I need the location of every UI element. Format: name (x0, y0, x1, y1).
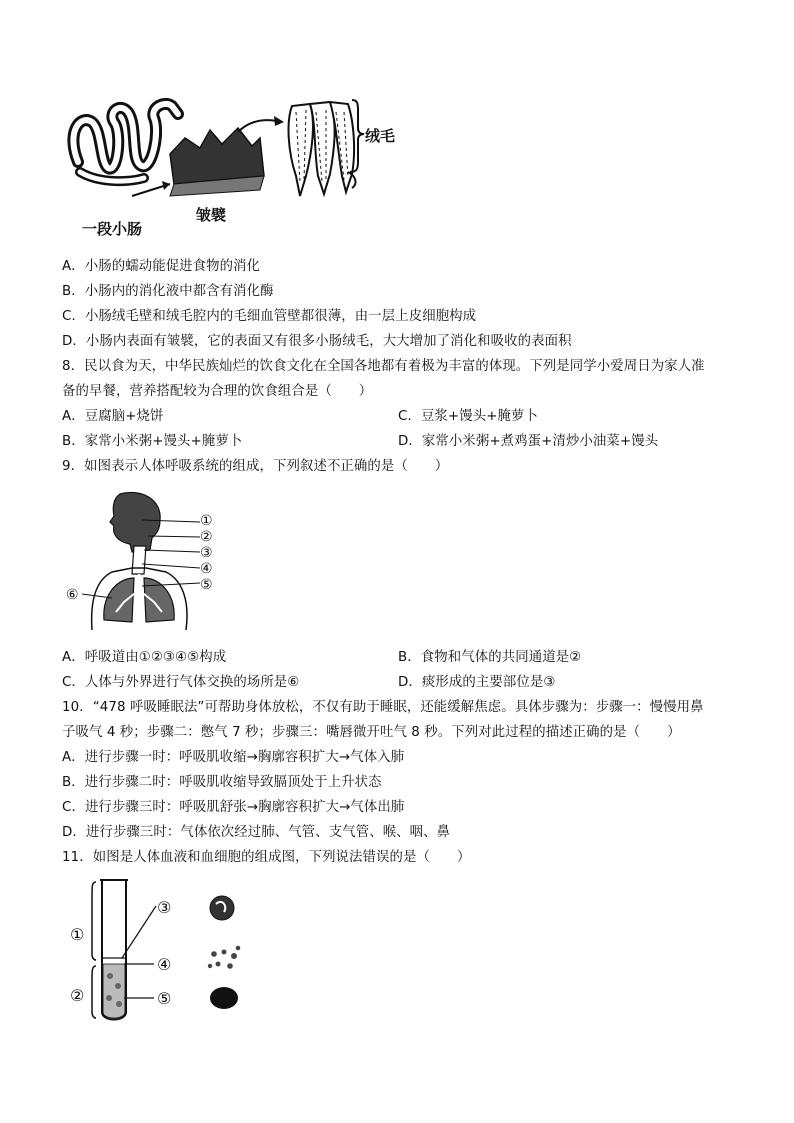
resp-label-2: ② (200, 529, 213, 545)
label-villi: 绒毛 (365, 127, 396, 145)
q9-stem: 9．如图表示人体呼吸系统的组成，下列叙述不正确的是（ ） (62, 459, 449, 474)
q7-option-d: D．小肠内表面有皱襞，它的表面又有很多小肠绒毛，大大增加了消化和吸收的表面积 (62, 334, 572, 349)
resp-label-4: ④ (200, 561, 213, 577)
q9-option-d: D．痰形成的主要部位是③ (398, 675, 556, 690)
resp-label-3: ③ (200, 545, 213, 561)
q10-option-d: D．进行步骤三时：气体依次经过肺、气管、支气管、喉、咽、鼻 (62, 825, 451, 840)
intestine-illustration (60, 92, 400, 222)
blood-label-3: ③ (157, 898, 172, 917)
q8-option-b: B．家常小米粥+馒头+腌萝卜 (62, 434, 243, 449)
q8-stem-line2: 备的早餐，营养搭配较为合理的饮食组合是（ ） (62, 384, 373, 399)
q7-option-b: B．小肠内的消化液中都含有消化酶 (62, 284, 274, 299)
q10-stem-line2: 子吸气 4 秒；步骤二：憋气 7 秒；步骤三：嘴唇微开吐气 8 秒。下列对此过程的描述正确的是（ ） (62, 725, 681, 740)
q9-option-b: B．食物和气体的共同通道是② (398, 650, 582, 665)
resp-label-5: ⑤ (200, 577, 213, 593)
blood-label-5: ⑤ (157, 989, 172, 1008)
resp-label-1: ① (200, 513, 213, 529)
q8-option-d: D．家常小米粥+煮鸡蛋+清炒小油菜+馒头 (398, 434, 659, 449)
label-intestine: 一段小肠 (82, 220, 143, 238)
q7-option-a: A．小肠的蠕动能促进食物的消化 (62, 259, 261, 274)
q9-option-c: C．人体与外界进行气体交换的场所是⑥ (62, 675, 300, 690)
q8-option-a: A．豆腐脑+烧饼 (62, 409, 164, 424)
q10-option-a: A．进行步骤一时：呼吸肌收缩→胸廓容积扩大→气体入肺 (62, 750, 405, 765)
q9-option-a: A．呼吸道由①②③④⑤构成 (62, 650, 227, 665)
q10-option-b: B．进行步骤二时：呼吸肌收缩导致膈顶处于上升状态 (62, 775, 382, 790)
q10-option-c: C．进行步骤三时：呼吸肌舒张→胸廓容积扩大→气体出肺 (62, 800, 405, 815)
blood-label-4: ④ (157, 955, 172, 974)
respiratory-illustration (62, 490, 212, 630)
q8-option-c: C．豆浆+馒头+腌萝卜 (398, 409, 539, 424)
blood-label-2: ② (70, 986, 85, 1005)
q8-stem-line1: 8．民以食为天，中华民族灿烂的饮食文化在全国各地都有着极为丰富的体现。下列是同学小爱周日为家人准 (62, 359, 705, 374)
q11-stem: 11．如图是人体血液和血细胞的组成图，下列说法错误的是（ ） (62, 850, 471, 865)
label-fold: 皱襞 (196, 206, 227, 224)
q10-stem-line1: 10．“478 呼吸睡眠法”可帮助身体放松，不仅有助于睡眠，还能缓解焦虑。具体步骤为：步骤一：慢慢用鼻 (62, 700, 704, 715)
q7-option-c: C．小肠绒毛壁和绒毛腔内的毛细血管壁都很薄，由一层上皮细胞构成 (62, 309, 477, 324)
resp-label-6: ⑥ (66, 587, 79, 603)
blood-label-1: ① (70, 925, 85, 944)
